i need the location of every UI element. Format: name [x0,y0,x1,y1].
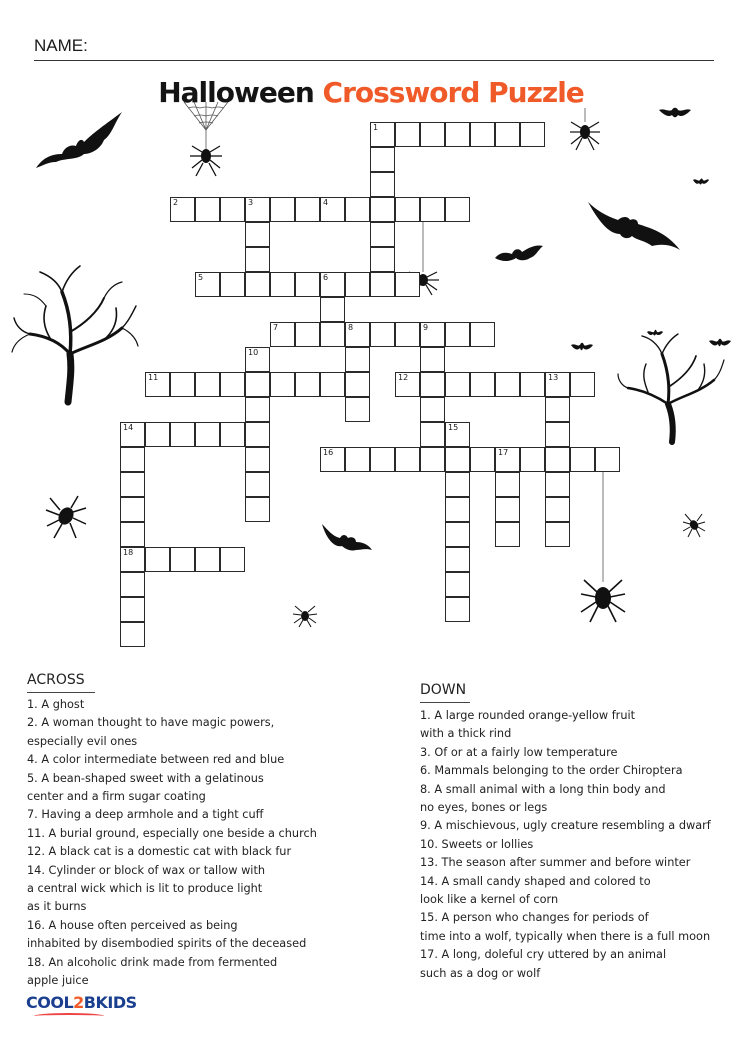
grid-cell[interactable] [395,322,420,347]
clue-line: with a thick rind [420,727,512,741]
cell-number: 10 [248,348,259,357]
grid-cell[interactable] [445,522,470,547]
grid-cell[interactable] [195,422,220,447]
grid-cell[interactable] [395,272,420,297]
cell-number: 14 [123,423,134,432]
grid-cell[interactable] [445,122,470,147]
across-clue [27,751,317,769]
grid-cell[interactable] [245,397,270,422]
grid-cell[interactable] [245,347,270,372]
clue-line: 1. A large rounded orange-yellow fruit [420,709,636,722]
cell-number: 16 [323,448,334,457]
clue-line: apple juice [27,974,89,988]
grid-cell[interactable] [370,172,395,197]
logo-part-bkids: BKIDS [83,993,137,1012]
grid-cell[interactable] [270,272,295,297]
grid-cell[interactable] [245,472,270,497]
grid-cell[interactable] [545,447,570,472]
grid-cell[interactable] [145,422,170,447]
clue-line: especially evil ones [27,734,138,748]
grid-cell[interactable] [370,197,395,222]
across-clue [27,954,317,991]
clue-line: 5. A bean-shaped sweet with a gelatinous [27,771,264,785]
across-clue [27,770,317,807]
grid-cell[interactable] [295,372,320,397]
grid-cell[interactable] [445,472,470,497]
grid-cell[interactable] [420,447,445,472]
grid-cell[interactable] [370,247,395,272]
grid-cell[interactable] [520,447,545,472]
grid-cell[interactable] [445,322,470,347]
grid-cell[interactable] [495,497,520,522]
down-clue [420,744,711,762]
grid-cell[interactable] [445,422,470,447]
grid-cell[interactable] [470,122,495,147]
grid-cell[interactable] [120,522,145,547]
grid-cell[interactable] [470,372,495,397]
grid-cell[interactable] [145,372,170,397]
grid-cell[interactable] [345,322,370,347]
grid-cell[interactable] [120,597,145,622]
cool2bkids-logo [26,993,137,1012]
grid-cell[interactable] [570,372,595,397]
clue-line: 6. Mammals belonging to the order Chiroptera [420,764,683,778]
grid-cell[interactable] [220,422,245,447]
clue-line: 10. Sweets or lollies [420,837,534,851]
clue-line: 8. A small animal with a long thin body and [420,782,666,796]
grid-cell[interactable] [195,372,220,397]
name-label: NAME: [34,36,88,55]
grid-cell[interactable] [495,447,520,472]
title-part-crossword: Crossword Puzzle [322,76,584,109]
cell-number: 11 [148,373,159,382]
grid-cell[interactable] [395,372,420,397]
grid-cell[interactable] [345,372,370,397]
grid-cell[interactable] [420,322,445,347]
logo-part-cool: COOL [26,993,74,1012]
grid-cell[interactable] [545,522,570,547]
logo-part-2: 2 [73,993,84,1012]
across-clue [27,917,317,954]
grid-cell[interactable] [420,397,445,422]
grid-cell[interactable] [495,122,520,147]
grid-cell[interactable] [545,372,570,397]
down-clue [420,854,711,872]
grid-cell[interactable] [320,297,345,322]
grid-cell[interactable] [370,447,395,472]
grid-cell[interactable] [545,497,570,522]
grid-cell[interactable] [470,447,495,472]
clue-line: center and a firm sugar coating [27,790,206,804]
grid-cell[interactable] [570,447,595,472]
cell-number: 2 [173,198,179,207]
grid-cell[interactable] [245,272,270,297]
grid-cell[interactable] [295,322,320,347]
clue-line: 11. A burial ground, especially one beside a church [27,826,317,840]
grid-cell[interactable] [420,422,445,447]
cell-number: 9 [423,323,429,332]
down-clue [420,946,711,983]
across-clue [27,696,317,714]
clue-line: 15. A person who changes for periods of [420,911,649,925]
grid-cell[interactable] [520,122,545,147]
clue-line: 18. An alcoholic drink made from fermented [27,955,278,969]
grid-cell[interactable] [345,197,370,222]
grid-cell[interactable] [320,197,345,222]
down-clue [420,762,711,780]
grid-cell[interactable] [245,372,270,397]
title-part-halloween: Halloween [158,76,314,109]
clue-line: 3. Of or at a fairly low temperature [420,745,618,759]
grid-cell[interactable] [445,597,470,622]
grid-cell[interactable] [220,197,245,222]
cell-number: 1 [373,123,379,132]
grid-cell[interactable] [445,572,470,597]
grid-cell[interactable] [120,497,145,522]
grid-cell[interactable] [470,322,495,347]
grid-cell[interactable] [120,572,145,597]
clue-line: time into a wolf, typically when there is a full moon [420,929,711,943]
grid-cell[interactable] [295,197,320,222]
down-heading-text: DOWN [420,682,467,698]
grid-cell[interactable] [145,547,170,572]
clue-line: 9. A mischievous, ugly creature resembling a dwarf [420,819,711,833]
grid-cell[interactable] [370,272,395,297]
grid-cell[interactable] [345,397,370,422]
grid-cell[interactable] [545,422,570,447]
grid-cell[interactable] [420,372,445,397]
cell-number: 12 [398,373,409,382]
grid-cell[interactable] [295,272,320,297]
grid-cell[interactable] [420,347,445,372]
clue-line: a central wick which is lit to produce light [27,882,263,896]
across-clue [27,843,317,861]
clue-line: 1. A ghost [27,698,85,711]
grid-cell[interactable] [170,197,195,222]
grid-cell[interactable] [320,447,345,472]
grid-cell[interactable] [420,122,445,147]
clue-line: 7. Having a deep armhole and a tight cuff [27,808,264,822]
grid-cell[interactable] [370,147,395,172]
cell-number: 4 [323,198,329,207]
grid-cell[interactable] [520,372,545,397]
grid-cell[interactable] [245,447,270,472]
grid-cell[interactable] [395,447,420,472]
down-clue-list [420,707,711,983]
grid-cell[interactable] [345,347,370,372]
grid-cell[interactable] [220,547,245,572]
cell-number: 7 [273,323,279,332]
clue-line: as it burns [27,900,87,914]
grid-cell[interactable] [120,622,145,647]
cell-number: 8 [348,323,354,332]
clue-line: 17. A long, doleful cry uttered by an animal [420,948,667,962]
clue-line: 14. A small candy shaped and colored to [420,874,651,888]
down-clue [420,707,711,744]
cell-number: 6 [323,273,329,282]
grid-cell[interactable] [445,197,470,222]
clue-line: such as a dog or wolf [420,966,541,980]
grid-cell[interactable] [495,372,520,397]
grid-cell[interactable] [495,472,520,497]
down-clue [420,873,711,910]
clue-line: 16. A house often perceived as being [27,918,238,932]
grid-cell[interactable] [170,372,195,397]
grid-cell[interactable] [170,422,195,447]
cell-number: 17 [498,448,509,457]
clue-line: 12. A black cat is a domestic cat with black fur [27,845,292,859]
grid-cell[interactable] [370,322,395,347]
grid-cell[interactable] [320,322,345,347]
grid-cell[interactable] [345,272,370,297]
clue-line: inhabited by disembodied spirits of the deceased [27,937,307,951]
down-clue [420,781,711,818]
grid-cell[interactable] [445,497,470,522]
grid-cell[interactable] [320,272,345,297]
grid-cell[interactable] [220,372,245,397]
across-clue [27,825,317,843]
grid-cell[interactable] [270,197,295,222]
clue-line: 4. A color intermediate between red and blue [27,753,285,767]
cell-number: 15 [448,423,459,432]
grid-cell[interactable] [495,522,520,547]
grid-cell[interactable] [395,197,420,222]
grid-cell[interactable] [120,547,145,572]
across-clue [27,862,317,917]
across-clue [27,714,317,751]
grid-cell[interactable] [445,372,470,397]
grid-cell[interactable] [195,272,220,297]
grid-cell[interactable] [245,497,270,522]
clue-line: 2. A woman thought to have magic powers, [27,716,275,730]
clue-line: look like a kernel of corn [420,893,559,907]
cell-number: 5 [198,273,204,282]
cell-number: 18 [123,548,134,557]
grid-cell[interactable] [320,372,345,397]
grid-cell[interactable] [545,472,570,497]
grid-cell[interactable] [345,447,370,472]
grid-cell[interactable] [420,197,445,222]
across-heading-text: ACROSS [27,672,85,688]
down-clue [420,836,711,854]
down-heading [420,682,470,703]
cell-number: 3 [248,198,254,207]
grid-cell[interactable] [195,197,220,222]
grid-cell[interactable] [545,397,570,422]
grid-cell[interactable] [120,422,145,447]
clue-line: 13. The season after summer and before winter [420,856,691,870]
grid-cell[interactable] [445,547,470,572]
across-heading [27,672,95,693]
across-clue [27,806,317,824]
cell-number: 13 [548,373,559,382]
clue-line: no eyes, bones or legs [420,801,548,815]
grid-cell[interactable] [245,197,270,222]
grid-cell[interactable] [270,322,295,347]
grid-cell[interactable] [220,272,245,297]
grid-cell[interactable] [445,447,470,472]
clue-line: 14. Cylinder or block of wax or tallow with [27,863,266,877]
grid-cell[interactable] [370,222,395,247]
grid-cell[interactable] [120,447,145,472]
down-clue [420,909,711,946]
grid-cell[interactable] [270,372,295,397]
grid-cell[interactable] [195,547,220,572]
down-clue [420,817,711,835]
grid-cell[interactable] [245,247,270,272]
grid-cell[interactable] [245,222,270,247]
grid-cell[interactable] [245,422,270,447]
across-clue-list [27,696,317,991]
grid-cell[interactable] [395,122,420,147]
grid-cell[interactable] [370,122,395,147]
grid-cell[interactable] [170,547,195,572]
grid-cell[interactable] [120,472,145,497]
grid-cell[interactable] [595,447,620,472]
